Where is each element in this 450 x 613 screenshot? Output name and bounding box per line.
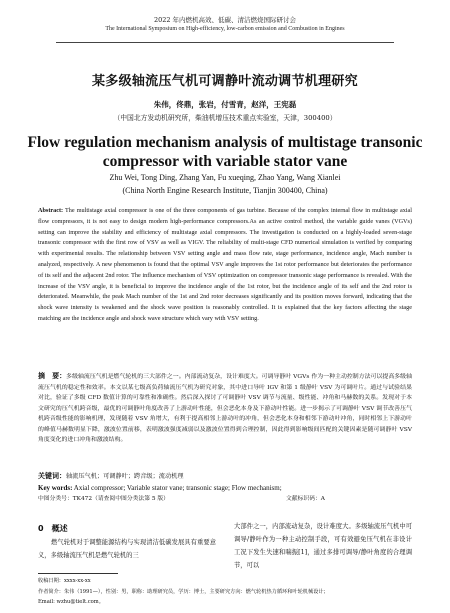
english-keywords-text: Axial compressor; Variable stator vane; transonic stage; Flow mechanism;: [73, 484, 282, 492]
clc-code: 中图分类号：TK472（请查阅中图分类法第 5 版）: [38, 496, 169, 502]
chinese-affiliation: （中国北方发动机研究所，柴油机增压技术重点实验室，天津，300400）: [113, 114, 337, 122]
chinese-title: 某多级轴流压气机可调静叶流动调节机理研究: [91, 74, 358, 89]
chinese-abstract-label: 摘 要：: [38, 372, 67, 380]
running-header: [0, 16, 450, 33]
english-affiliation: (China North Engine Research Institute, Tianjin 300400, China): [122, 186, 328, 195]
body-right-column: 大部件之一，内部流动复杂，设计难度大。多级轴流压气机中可调导/静叶作为一种主动控制手段，可有效避免压气机在非设计工况下发生失速和喘振[1]，通过多排可调导/静叶角度的合理调节，可以: [234, 523, 412, 569]
chinese-abstract-text: 多级轴流压气机是燃气轮机的三大部件之一。内部流动复杂，设计难度大。可调导静叶 VGVs 作为一种主动控制方法可以提高多级轴流压气机的稳定性和效率。本文以某七级高负荷轴流压气机为研究对象，其中进口导叶 IGV 和第 1 级静叶 VSV 为可调叶片。通过与试验结果对比，验证了多级 CFD 数值计算的可靠性和准确性。然后深入探讨了可调静叶 VSV 调节与流量、级性能、冲角和马赫数的关系。发现对于本文研究的压气机跨音级，最优的可调静叶角度改善了上游动叶性能，但会恶化本身及下游动叶性能。进一步揭示了可调静叶 VSV 调节改善压气机跨音级性能的影响机理，发现随着 VSV 角增大，有利于提高相邻上游动叶的冲角，但会恶化本身和相邻下游动叶冲角，同时相邻上下游动叶的峰值马赫数明显下降，激波位置前移，表明激波强度减弱以及激波位置得到合理控制，因此得到影响级间匹配的关键因素是随可调静叶 VSV 角度变化的进口冲角和激波结构。: [38, 374, 413, 443]
running-header-en: The International Symposium on High-efficiency, low-carbon emission and Combustion in Engines: [105, 26, 345, 32]
chinese-authors: 朱伟，佟鼎，张岩，付雪青，赵洋，王宪磊: [153, 100, 297, 109]
english-abstract: [38, 206, 412, 325]
english-title: [0, 133, 450, 171]
footnote-email: Email: wzhu@tielt.com。: [38, 599, 104, 605]
document-identifier: 文献标识码：A: [286, 496, 325, 502]
section-heading: 0 概述: [38, 524, 68, 533]
body-left-column: 燃气轮机对于调整能源结构与实现清洁低碳发展具有重要意义，多级轴流压气机是燃气轮机的三: [38, 539, 216, 559]
footnote-rule: [38, 573, 118, 574]
english-abstract-text: The multistage axial compressor is one of the three components of gas turbine. Because of the complex internal flow in multistage axial flow compressors, it is not easy to design modern high-performance compressors.As an active control method, the variable guide vanes (VGVs) setting can improve the stability and efficiency of multistage axial compressors. The investigation is conducted on a highly-loaded seven-stage transonic compressor with the first row of VSV as well as VIGV. The reliability of multi-stage CFD numerical simulation is verified by comparing with experimental results. The relationship between VSV setting angle and mass flow rate, stage performance, incidence angle, Mach number is analyzed, respectively. A new phenomenon is found that the optimal VSV angle improves the 1st rotor performance but deteriorates the performance of its self and the adjacent 2nd rotor. The influence mechanism of VSV optimization on compressor transonic stage performance is revealed. With the increase of the VSV angle, it is beneficial to improve the incidence angle of the 1st rotor, but the incidence angle of its self and the 2nd rotor is deteriorated. Meanwhile, the peak Mach number of the 1st and 2nd rotor decreases significantly and its position moves forward, indicating that the shock wave intensity is weakened and the shock wave position is reasonably controlled. It is explained that the key factors affecting the stage matching are the incidence angle and shock wave structure which vary with VSV setting.: [38, 207, 412, 322]
english-title-line-2: compressor with variable stator vane: [102, 153, 348, 170]
english-abstract-label: Abstract:: [38, 207, 64, 214]
header-rule: [56, 42, 394, 43]
footnote-author: 作者简介：朱伟（1991—），性别：男，职称：助理研究员，学历：博士，主要研究方向：燃气轮机热力循环和叶轮机械设计；: [38, 589, 329, 595]
english-keywords-label: Key words:: [38, 484, 73, 492]
english-keywords: [38, 484, 412, 493]
english-title-line-1: Flow regulation mechanism analysis of multistage transonic: [27, 134, 423, 151]
english-authors: Zhu Wei, Tong Ding, Zhang Yan, Fu xueqing, Zhao Yang, Wang Xianlei: [109, 173, 341, 182]
chinese-keywords-label: 关键词：: [38, 472, 66, 480]
chinese-abstract: [38, 371, 412, 446]
running-header-cn: 2022 年内燃机高效、低碳、清洁燃烧国际研讨会: [153, 16, 297, 24]
chinese-keywords-text: 轴流压气机；可调静叶；跨音级；流动机理: [66, 473, 184, 480]
footnote-received: 收稿日期：xxxx-xx-xx: [38, 578, 91, 584]
chinese-keywords: [38, 471, 412, 482]
